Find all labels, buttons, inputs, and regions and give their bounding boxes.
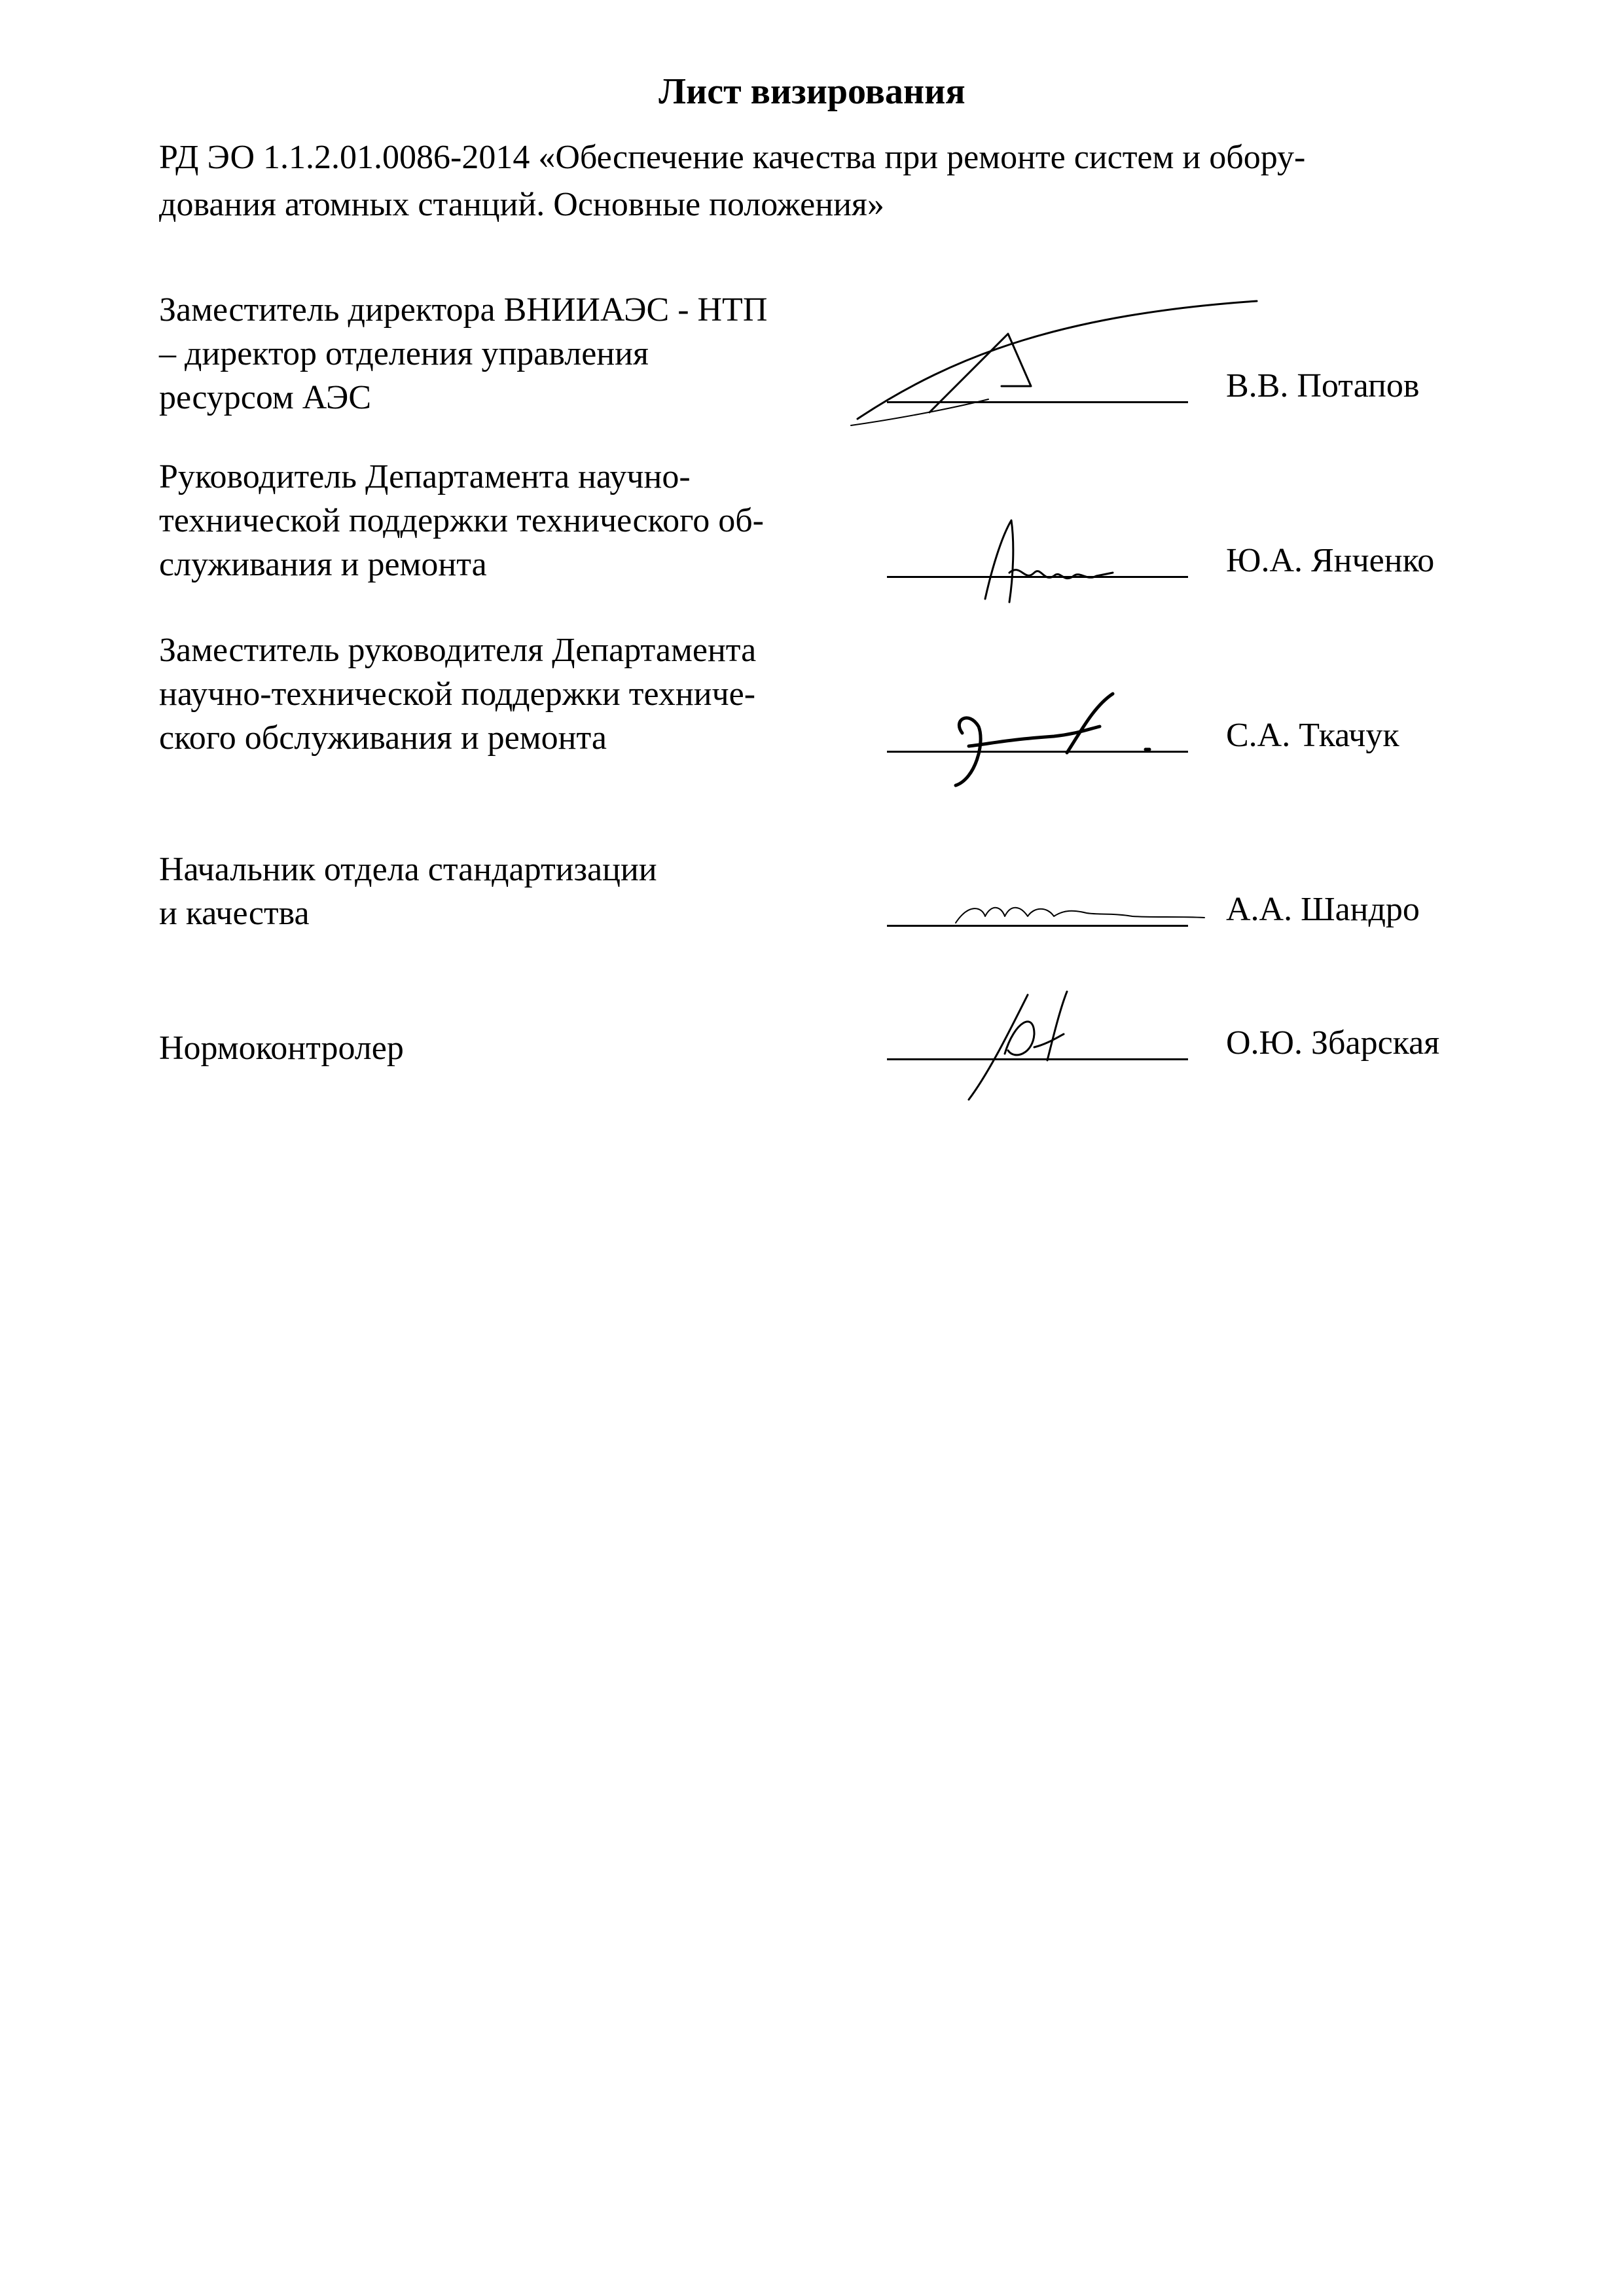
approval-1-signature-line: [887, 401, 1188, 403]
approval-2-name: Ю.А. Янченко: [1226, 542, 1435, 579]
approval-4-name: А.А. Шандро: [1226, 891, 1420, 928]
approval-2-signature-line: [887, 576, 1188, 578]
approval-1-role-line-1: Заместитель директора ВНИИАЭС - НТП: [159, 291, 768, 329]
document-reference-line-1: РД ЭО 1.1.2.01.0086-2014 «Обеспечение качества при ремонте систем и обору-: [159, 139, 1306, 176]
approval-3-role-line-1: Заместитель руководителя Департамента: [159, 632, 757, 669]
approval-3-role-line-2: научно-технической поддержки техниче-: [159, 675, 756, 713]
approval-4-signature-line: [887, 925, 1188, 927]
approval-1-role-line-3: ресурсом АЭС: [159, 379, 372, 416]
approval-3-role: [159, 628, 892, 760]
approval-1-role-line-2: – директор отделения управления: [159, 335, 649, 372]
approval-2-role-line-3: служивания и ремонта: [159, 546, 487, 583]
approval-4-role: [159, 848, 892, 935]
approval-3-signature-line: [887, 751, 1188, 753]
approval-2-role-line-2: технической поддержки технического об-: [159, 502, 764, 539]
approval-3-role-line-3: ского обслуживания и ремонта: [159, 719, 607, 757]
approval-2-role: [159, 455, 892, 586]
approval-4-role-line-2: и качества: [159, 895, 310, 932]
approval-5-role: [159, 1026, 892, 1070]
document-reference: [159, 134, 1488, 228]
document-reference-line-2: дования атомных станций. Основные положения»: [159, 186, 884, 223]
approval-5-name: О.Ю. Збарская: [1226, 1024, 1440, 1062]
approval-4-role-line-1: Начальник отдела стандартизации: [159, 851, 657, 888]
approval-2-role-line-1: Руководитель Департамента научно-: [159, 458, 691, 495]
page-title: Лист визирования: [659, 71, 965, 112]
approval-1-role: [159, 288, 892, 420]
approval-5-role-line-1: Нормоконтролер: [159, 1030, 404, 1067]
approval-5-signature-line: [887, 1058, 1188, 1060]
approval-3-name: С.А. Ткачук: [1226, 717, 1399, 754]
approval-1-name: В.В. Потапов: [1226, 367, 1420, 404]
approval-1-signature: [838, 288, 1296, 439]
